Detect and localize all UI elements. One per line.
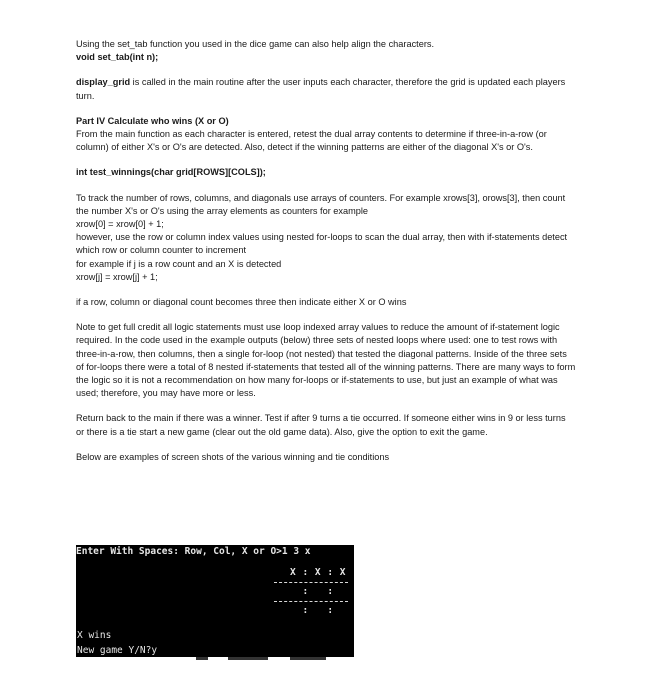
- display-grid-text: is called in the main routine after the user inputs each character, therefore the grid is updated each players turn.: [76, 77, 566, 101]
- return-paragraph: Return back to the main if there was a winner. Test if after 9 turns a tie occurred. If someone either wins in 9 or less turns or there is a tie start a new game (clear out the old game data). Also, give the option to exit the game.: [76, 413, 566, 437]
- test-winnings-signature: int test_winnings(char grid[ROWS][COLS]);: [76, 167, 266, 178]
- display-grid-paragraph: [76, 76, 576, 102]
- console-prompt: Enter With Spaces: Row, Col, X or O>1 3 x: [76, 546, 311, 557]
- win-rule: if a row, column or diagonal count becomes three then indicate either X or O wins: [76, 297, 407, 308]
- counters-code2: xrow[j] = xrow[j] + 1;: [76, 271, 158, 282]
- set-tab-paragraph: Using the set_tab function you used in the dice game can also help align the characters.: [76, 39, 435, 49]
- console-grid-separator: [274, 582, 348, 583]
- examples-caption: Below are examples of screen shots of the various winning and tie conditions: [76, 451, 390, 462]
- console-grid-row: : :: [290, 586, 346, 597]
- console-grid-row: : :: [290, 605, 346, 616]
- cropped-text-fragment: [196, 657, 208, 660]
- counters-line3: for example if j is a row count and an X is detected: [76, 258, 282, 269]
- console-grid-separator: [274, 601, 348, 602]
- counters-code1: xrow[0] = xrow[0] + 1;: [76, 219, 164, 230]
- console-result: X wins: [77, 630, 112, 641]
- console-screenshot: [76, 545, 354, 657]
- cropped-text-fragment: [228, 657, 268, 660]
- counters-line1: To track the number of rows, columns, and diagonals use arrays of counters. For example xrows[3], orows[3], then count the number X's or O's using the array elements as counters for example: [76, 192, 566, 216]
- display-grid-name: display_grid: [76, 77, 131, 88]
- part4-text: From the main function as each character is entered, retest the dual array contents to determine if three-in-a-row (or column) of either X's or O's are detected. Also, detect if the winning patterns are either of the diagonal X's or O's.: [76, 129, 547, 153]
- console-new-game-prompt: New game Y/N?y: [77, 645, 158, 656]
- note-paragraph: Note to get full credit all logic statements must use loop indexed array values to reduce the amount of if-statement logic required. In the code used in the example outputs (below) three sets of nested loops where used: one to test rows with three-in-a-row, then columns, then a single for-loop (not nested) that tested the diagonal patterns. Inside of the three sets of for-loops there were a total of 8 nested if-statements that tested all of the winning patterns. There are many ways to form the logic so it is not a recommendation on how many for-loops or if-statements to use, but just an example of what was used; therefore, you may have more or less.: [76, 322, 576, 399]
- counters-line2: however, use the row or column index values using nested for-loops to scan the dual array, then with if-statements detect which row or column counter to increment: [76, 232, 568, 256]
- document-body: [76, 38, 576, 464]
- cropped-text-fragment: [290, 657, 326, 660]
- set-tab-signature: void set_tab(int n);: [76, 52, 159, 63]
- part4-heading: Part IV Calculate who wins (X or O): [76, 115, 229, 126]
- console-grid-row: X : X : X: [290, 567, 346, 578]
